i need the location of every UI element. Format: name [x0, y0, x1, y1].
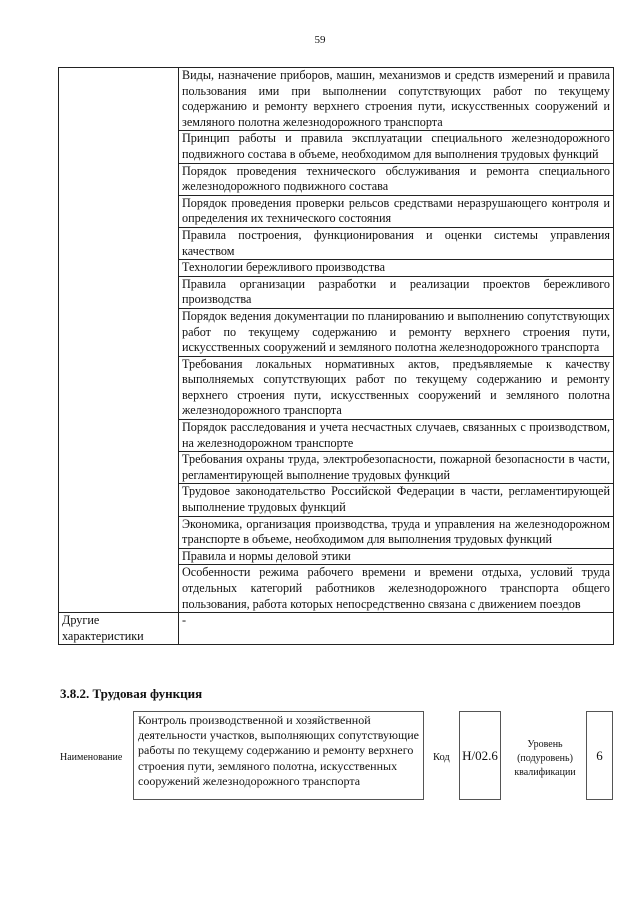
section-heading: 3.8.2. Трудовая функция	[60, 686, 203, 701]
requirement-text: Технологии бережливого производства	[179, 260, 614, 277]
requirement-text: Порядок проведения технического обслуживания и ремонта специального железнодорожного подвижного состава	[179, 163, 614, 195]
other-characteristics-label: Другие характеристики	[59, 613, 179, 645]
other-characteristics-row	[59, 613, 614, 645]
requirement-text: Экономика, организация производства, труда и управления на железнодорожном транспорте в объеме, необходимом для выполнения трудовых функций	[179, 516, 614, 548]
requirement-text: Виды, назначение приборов, машин, механизмов и средств измерений и правила пользования ими при выполнении сопутствующих работ по текущему содержанию и ремонту верхнего строения пути, искусственных сооружений и земляного полотна железнодорожного транспорта	[179, 68, 614, 131]
requirements-table	[58, 67, 614, 645]
requirement-text: Трудовое законодательство Российской Федерации в части, регламентирующей выполнение трудовых функций	[179, 484, 614, 516]
requirement-text: Порядок ведения документации по планированию и выполнению сопутствующих работ по текущему содержанию и ремонту верхнего строения пути, искусственных сооружений и земляного полотна железнодорожного транспорта	[179, 308, 614, 356]
code-value-box: H/02.6	[459, 711, 501, 800]
requirement-text: Порядок расследования и учета несчастных случаев, связанных с производством, на железнодорожном транспорте	[179, 420, 614, 452]
requirement-text: Правила организации разработки и реализации проектов бережливого производства	[179, 276, 614, 308]
function-name-box: Контроль производственной и хозяйственной деятельности участков, выполняющих сопутствующие работы по текущему содержанию и ремонту верхнего строения пути, земляного полотна, искусственных сооружений железнодорожного транспорта	[133, 711, 424, 800]
requirement-text: Требования охраны труда, электробезопасности, пожарной безопасности в части, регламентирующей выполнение трудовых функций	[179, 452, 614, 484]
name-label: Наименование	[60, 752, 123, 763]
page-number: 59	[314, 34, 326, 46]
other-characteristics-value: -	[179, 613, 614, 645]
requirement-text: Порядок проведения проверки рельсов средствами неразрушающего контроля и определения их технического состояния	[179, 195, 614, 227]
requirement-text: Правила построения, функционирования и оценки системы управления качеством	[179, 227, 614, 259]
qualification-level-box: 6	[586, 711, 613, 800]
requirement-text: Особенности режима рабочего времени и времени отдыха, условий труда отдельных категорий работников железнодорожного транспорта общего пользования, работа которых непосредственно связана с движением поездов	[179, 565, 614, 613]
requirement-row	[59, 68, 614, 131]
other-characteristics-body	[59, 613, 614, 645]
requirements-label-cell	[59, 68, 179, 613]
requirements-table-body	[59, 68, 614, 613]
requirement-text: Требования локальных нормативных актов, предъявляемые к качеству выполняемых сопутствующих работ по текущему содержанию и ремонту верхнего строения пути, искусственных сооружений и земляного полотна железнодорожного транспорта	[179, 356, 614, 419]
code-label: Код	[433, 752, 450, 763]
qualification-level-label: Уровень (подуровень) квалификации	[514, 739, 576, 778]
requirement-text: Правила и нормы деловой этики	[179, 548, 614, 565]
requirement-text: Принцип работы и правила эксплуатации специального железнодорожного подвижного состава в объеме, необходимом для выполнения трудовых функций	[179, 131, 614, 163]
